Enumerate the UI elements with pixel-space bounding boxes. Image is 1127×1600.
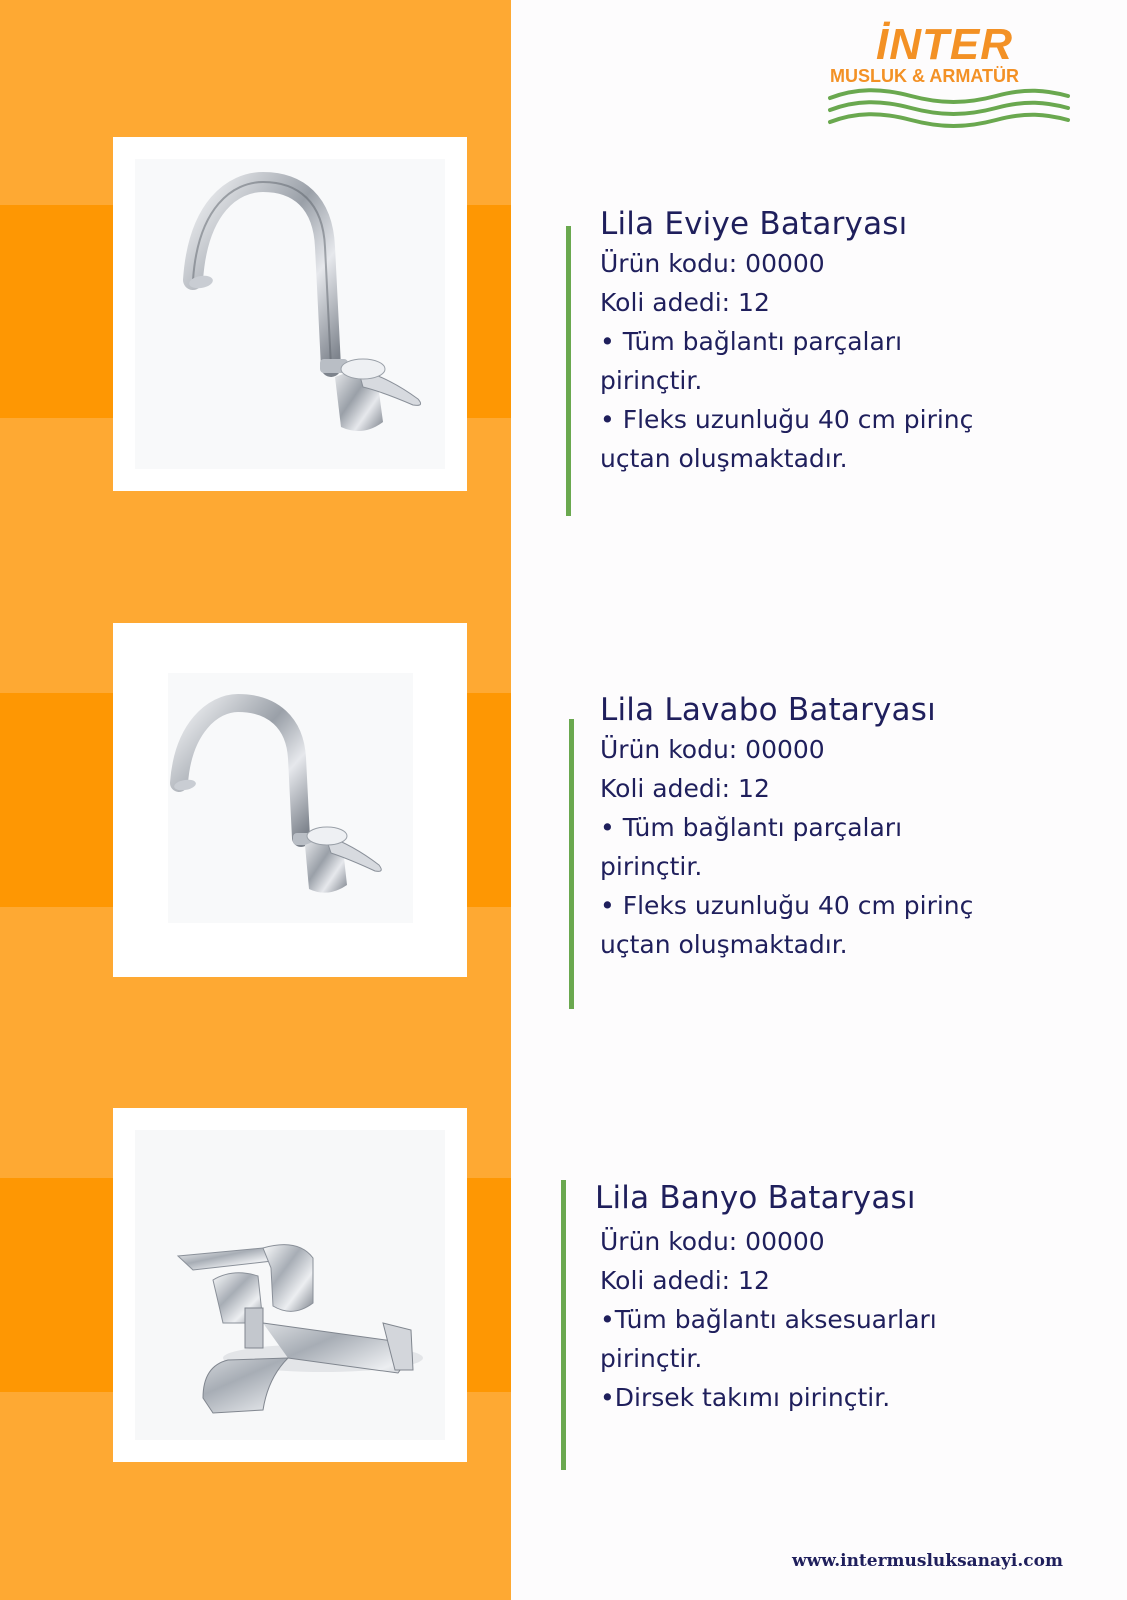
feature-line: •Dirsek takımı pirinçtir.	[600, 1383, 891, 1412]
product-title: Lila Eviye Bataryası	[600, 206, 908, 242]
product-code: Ürün kodu: 00000	[600, 249, 825, 278]
brand-logo	[826, 22, 1076, 132]
feature-line: • Tüm bağlantı parçaları	[600, 813, 903, 842]
wave-icon	[826, 88, 1071, 132]
feature-line: uçtan oluşmaktadır.	[600, 930, 848, 959]
package-quantity: Koli adedi: 12	[600, 1266, 770, 1295]
product-title: Lila Banyo Bataryası	[595, 1180, 916, 1216]
product-info-3	[595, 1178, 1035, 1417]
feature-line: uçtan oluşmaktadır.	[600, 444, 848, 473]
accent-bar-1	[566, 226, 571, 516]
feature-line: pirinçtir.	[600, 1344, 703, 1373]
feature-line: • Fleks uzunluğu 40 cm pirinç	[600, 405, 974, 434]
website-link[interactable]: www.intermusluksanayi.com	[792, 1551, 1063, 1571]
feature-line: • Tüm bağlantı parçaları	[600, 327, 903, 356]
basin-faucet-icon	[113, 623, 467, 977]
package-quantity: Koli adedi: 12	[600, 774, 770, 803]
feature-line: pirinçtir.	[600, 852, 703, 881]
brand-name: İNTER	[876, 20, 1013, 69]
product-title: Lila Lavabo Bataryası	[600, 692, 936, 728]
accent-bar-2	[569, 719, 574, 1009]
feature-line: • Fleks uzunluğu 40 cm pirinç	[600, 891, 974, 920]
feature-line: pirinçtir.	[600, 366, 703, 395]
product-code: Ürün kodu: 00000	[600, 735, 825, 764]
product-image-3	[113, 1108, 467, 1462]
feature-line: •Tüm bağlantı aksesuarları	[600, 1305, 937, 1334]
accent-bar-3	[561, 1180, 566, 1470]
product-info-1	[600, 204, 1040, 478]
kitchen-faucet-icon	[113, 137, 467, 491]
package-quantity: Koli adedi: 12	[600, 288, 770, 317]
brand-tagline: MUSLUK & ARMATÜR	[830, 66, 1019, 86]
product-image-2	[113, 623, 467, 977]
product-code: Ürün kodu: 00000	[600, 1227, 825, 1256]
bath-mixer-icon	[113, 1108, 467, 1462]
product-image-1	[113, 137, 467, 491]
product-info-2	[600, 690, 1040, 964]
